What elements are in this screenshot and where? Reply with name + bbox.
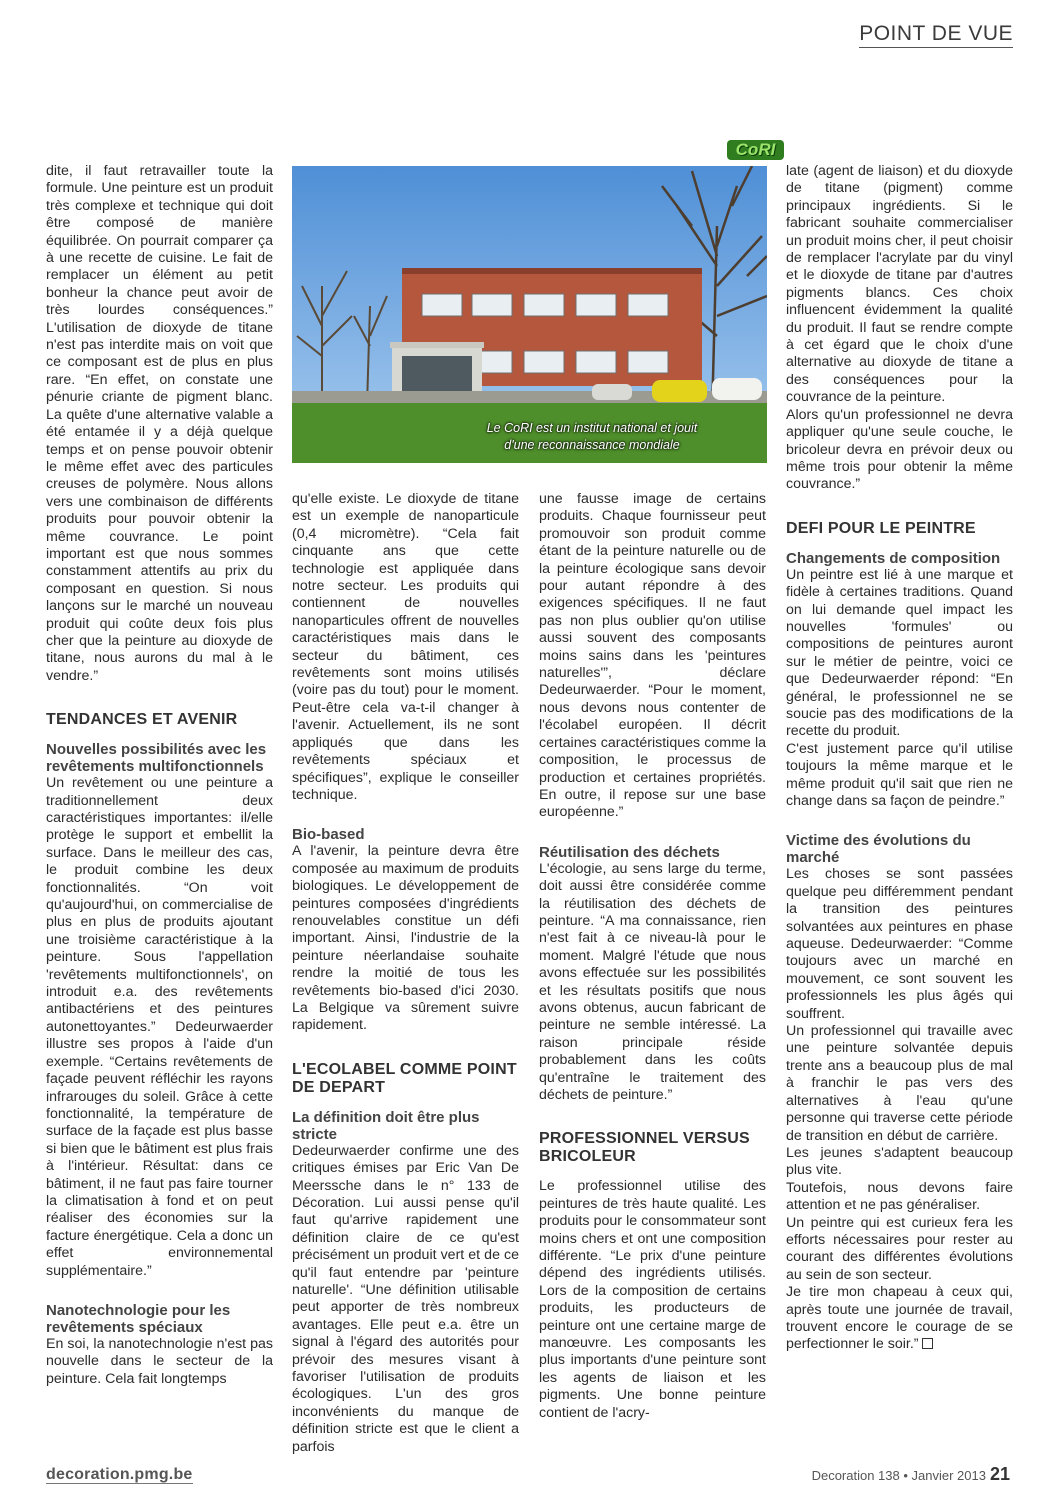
- building-illustration: [292, 166, 767, 463]
- paragraph: Dedeurwaerder confirme une des critiques émises par Eric Van De Meerssche dans le n° 133 de Décoration. Lui aussi pense qu'il faut qu'arrive rapidement une définition claire de ce qu'est précisément un produit vert et de ce qu'il faut entendre par 'peinture naturelle'. “Une définition utilisable peut apporter de très nombreux avantages. Elle peut e.a. être un signal à l'égard des autorités pour prévoir des mesures visant à favoriser l'utilisation de produits écologiques. L'un des gros inconvénients du manque de définition stricte est que le client a parfois: [292, 1142, 519, 1455]
- section-heading: DEFI POUR LE PEINTRE: [786, 519, 976, 537]
- paragraph: Un peintre est lié à une marque et fidèle à certaines traditions. Quand on lui demande quel impact les nouvelles 'formules' ou compositions de peintures auront sur le métier de peintre, voici ce que Dedeurwaerder répond: “En général, le professionnel ne se soucie pas des modifications de la recette du produit.: [786, 566, 1013, 740]
- section-heading: TENDANCES ET AVENIR: [46, 711, 238, 729]
- paragraph: C'est justement parce qu'il utilise toujours la même marque et le même produit qu'il sait que rien ne change dans sa façon de peindre.”: [786, 740, 1013, 809]
- paragraph: qu'elle existe. Le dioxyde de titane est un exemple de nanoparticule (0,4 micromètre). “Cela fait cinquante ans que cette technologie est appliquée dans notre secteur. Les produits qui contiennent de nouvelles nanoparticules offrent de nouvelles caractéristiques mais dans le secteur du bâtiment, ces revêtements sont moins utilisés (voire pas du tout) pour le moment. Peut-être cela va-t-il changer à l'avenir. Actuellement, ils ne sont appliqués que dans les revêtements spéciaux et spécifiques”, explique le conseiller technique.: [292, 491, 519, 803]
- photo-caption: [478, 420, 706, 454]
- subheading: La définition doit être plus stricte: [292, 1108, 480, 1143]
- paragraph: une fausse image de certains produits. Chaque fournisseur peut promouvoir son produit comme étant de la peinture naturelle ou de la peinture écologique sans devoir pour autant répondre à des exigences spécifiques. Il ne faut pas non plus oublier qu'on utilise aussi souvent des composants moins sains dans les 'peintures naturelles'”, déclare Dedeurwaerder. “Pour le moment, nous devons nous contenter de l'écolabel européen. Il décrit certaines caractéristiques comme la composition, le processus de production et certaines propriétés. En outre, il repose sur une base européenne.”: [539, 491, 766, 821]
- paragraph: Toutefois, nous devons faire attention et ne pas généraliser.: [786, 1179, 1013, 1214]
- column-4: [786, 163, 1013, 1354]
- paragraph: dite, il faut retravailler toute la formule. Une peinture est un produit très complexe et technique qui doit être composé de manière équilibrée. On pourrait comparer ça à une recette de cuisine. Le fait de remplacer un élément au petit bonheur la chance peut avoir de très lourdes conséquences.” L'utilisation de dioxyde de titane n'est pas interdite mais on voit que ce composant est de plus en plus rare. “En effet, on constate une pénurie criante de pigment blanc. La quête d'une alternative valable a été entamée il y a déjà quelque temps et on pense pouvoir obtenir le même effet avec des particules creuses de polymère. Nous allons vers une combinaison de différents produits pour pouvoir obtenir la même couvrance. Le point important est que nous sommes constamment attentifs au prix du composant en question. Si nous lançons sur le marché un nouveau produit qui coûte deux fois plus cher que la peinture au dioxyde de titane, nous aurons du mal à le vendre.”: [46, 163, 273, 684]
- subheading: Nanotechnologie pour les revêtements spéciaux: [46, 1301, 231, 1336]
- paragraph: Un peintre qui est curieux fera les efforts nécessaires pour rester au courant des différentes évolutions au sein de son secteur.: [786, 1214, 1013, 1283]
- section-heading: L'ECOLABEL COMME POINT DE DEPART: [292, 1060, 517, 1096]
- subheading: Victime des évolutions du marché: [786, 832, 971, 867]
- section-heading: PROFESSIONNEL VERSUS BRICOLEUR: [539, 1130, 750, 1166]
- paragraph: Les choses se sont passées quelque peu différemment pendant la transition des peintures solvantées aux peintures en phase aqueuse. Dedeurwaerder: “Comme toujours avec un marché en mouvement, ce sont souvent les professionnels les plus âgés qui souffrent.: [786, 866, 1013, 1022]
- website-link[interactable]: decoration.pmg.be: [46, 1466, 193, 1483]
- page-number: 21: [989, 1464, 1010, 1484]
- paragraph: Les jeunes s'adaptent beaucoup plus vite.: [786, 1144, 1013, 1179]
- page-footer: [812, 1464, 1010, 1485]
- paragraph: Alors qu'un professionnel ne devra appliquer qu'une seule couche, le bricoleur devra en prévoir deux ou même trois pour obtenir la même couvrance.”: [786, 406, 1013, 493]
- caption-line-1: Le CoRI est un institut national et jouit: [486, 421, 698, 435]
- column-2: [292, 491, 519, 1456]
- subheading: Bio-based: [292, 826, 365, 844]
- closing-text: Je tire mon chapeau à ceux qui, après toute une journée de travail, trouvent encore le courage de se perfectionner le soir.”: [786, 1284, 1013, 1353]
- issue-info: Decoration 138 • Janvier 2013: [811, 1468, 986, 1483]
- building-photo: [292, 166, 767, 463]
- paragraph: En soi, la nanotechnologie n'est pas nouvelle dans le secteur de la peinture. Cela fait longtemps: [46, 1335, 273, 1387]
- section-header: POINT DE VUE: [859, 22, 1013, 48]
- paragraph: L'écologie, au sens large du terme, doit aussi être considérée comme la réutilisation des déchets de peinture. “A ma connaissance, rien n'est fait à ce niveau-là pour le moment. Malgré l'étude que nous avons effectuée sur les possibilités et les résultats positifs que nous avons obtenus, aucun fabricant de peinture ne semble intéressé. La raison principale réside probablement dans les coûts qu'entraîne le traitement des déchets de peinture.”: [539, 860, 766, 1103]
- paragraph: Un professionnel qui travaille avec une peinture solvantée depuis trente ans a beaucoup plus de mal à franchir le pas vers des alternatives à l'eau qu'une personne qui traverse cette période de transition en début de carrière.: [786, 1023, 1013, 1144]
- paragraph: late (agent de liaison) et du dioxyde de titane (pigment) comme principaux ingrédients. Si le fabricant souhaite commercialiser un produit moins cher, il peut choisir de remplacer l'acrylate par du vinyl et le dioxyde de titane par d'autres pigments blancs. Ces choix influencent évidemment la qualité du produit. Il faut se rendre compte à cet égard que le choix d'une alternative au dioxyde de titane a des conséquences pour la couvrance de la peinture.: [786, 163, 1013, 406]
- paragraph: Un revêtement ou une peinture a traditionnellement deux caractéristiques importantes: il/elle protège le support et embellit la surface. Dans le meilleur des cas, le produit combine les deux fonctionnalités. “On voit qu'aujourd'hui, on commercialise de plus en plus de produits ajoutant une troisième caractéristique à la peinture. Sous l'appellation 'revêtements multifonctionnels', on introduit e.a. des revêtements antibactériens et des peintures autonettoyantes.” Dedeurwaerder illustre ses propos à l'aide d'un exemple. “Certains revêtements de façade peuvent réfléchir les rayons infrarouges du soleil. Grâce à cette fonctionnalité, la température de surface de la façade est plus basse si bien que le bâtiment est plus frais à l'intérieur. Résultat: dans ce bâtiment, il ne faut pas faire tourner la climatisation à fond et on peut réaliser des économies sur la facture énergétique. Cela a donc un effet environnemental supplémentaire.”: [46, 775, 273, 1279]
- end-of-article-icon: [922, 1338, 933, 1349]
- subheading: Changements de composition: [786, 549, 1001, 567]
- paragraph: Le professionnel utilise des peintures de très haute qualité. Les produits pour le consommateur sont moins chers et ont une composition différente. “Le prix d'une peinture dépend des ingrédients utilisés. Lors de la composition de certains produits, les producteurs de peinture ont une certaine marge de manœuvre. Les composants les plus importants d'une peinture sont les agents de liaison et les pigments. Une bonne peinture contient de l'acry-: [539, 1178, 766, 1421]
- subheading: Réutilisation des déchets: [539, 843, 720, 861]
- paragraph: A l'avenir, la peinture devra être composée au maximum de produits biologiques. Le développement de peintures composées d'ingrédients renouvelables constitue un défi important. Ainsi, l'industrie de la peinture néerlandaise souhaite rendre la moitié de tous les revêtements bio-based d'ici 2030. La Belgique va sûrement suivre rapidement.: [292, 843, 519, 1034]
- column-3: [539, 491, 766, 1422]
- paragraph: [786, 1284, 1013, 1354]
- subheading: Nouvelles possibilités avec les revêtements multifonctionnels: [46, 741, 267, 776]
- caption-line-2: d'une reconnaissance mondiale: [504, 438, 680, 452]
- column-1: [46, 163, 273, 1388]
- cori-logo: CoRI: [727, 140, 784, 160]
